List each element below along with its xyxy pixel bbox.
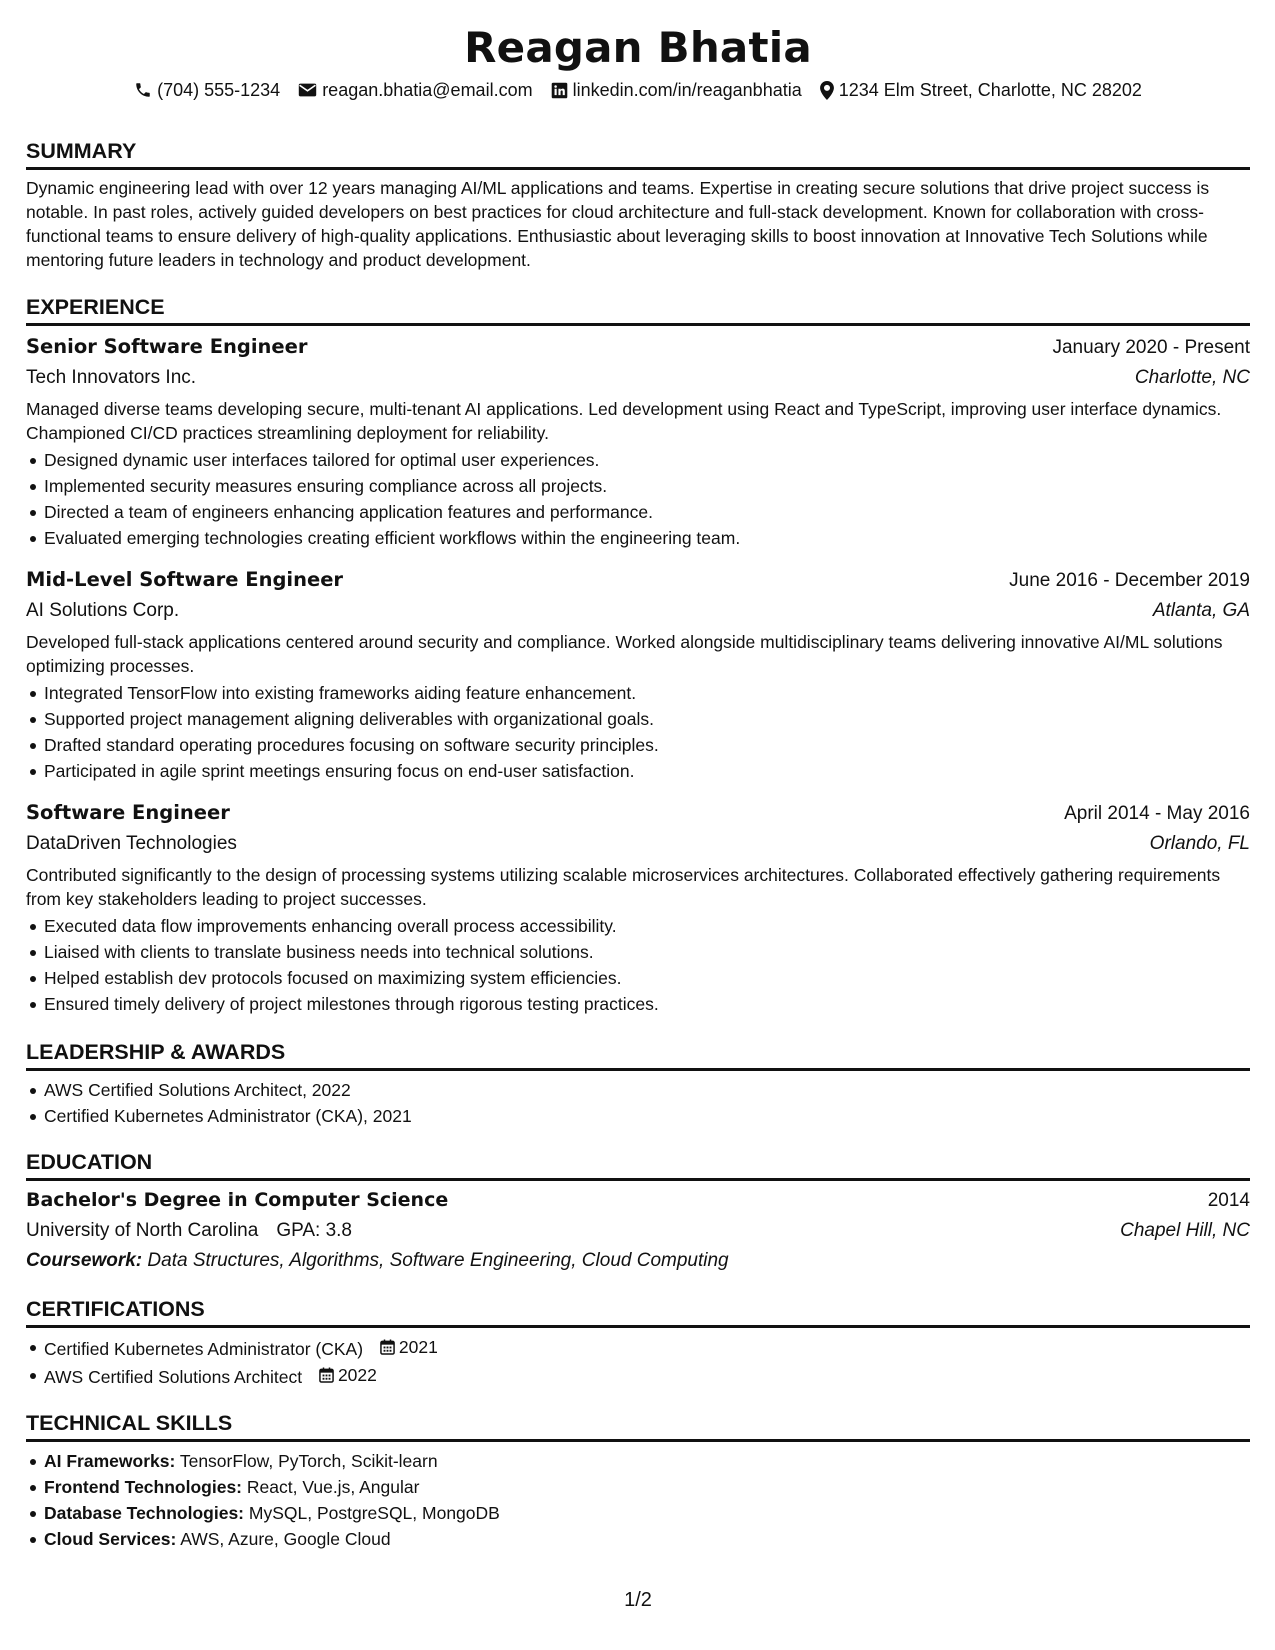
certifications-heading: CERTIFICATIONS bbox=[26, 1296, 1250, 1328]
job-title: Senior Software Engineer bbox=[26, 335, 308, 358]
job-dates: January 2020 - Present bbox=[1052, 337, 1250, 358]
list-item: Certified Kubernetes Administrator (CKA), 2021 bbox=[44, 1103, 1250, 1129]
skill-value: MySQL, PostgreSQL, MongoDB bbox=[248, 1503, 500, 1523]
job-title: Mid-Level Software Engineer bbox=[26, 568, 344, 591]
list-item: AWS Certified Solutions Architect, 2022 bbox=[44, 1077, 1250, 1103]
list-item: Supported project management aligning deliverables with organizational goals. bbox=[44, 706, 1250, 732]
contact-email[interactable] bbox=[298, 78, 532, 102]
job-bullets bbox=[26, 680, 1250, 784]
list-item bbox=[44, 1474, 1250, 1500]
education-heading: EDUCATION bbox=[26, 1149, 1250, 1181]
job-bullets bbox=[26, 913, 1250, 1017]
leadership-list bbox=[26, 1077, 1250, 1129]
list-item bbox=[44, 1334, 1250, 1362]
phone-icon bbox=[134, 81, 152, 99]
list-item: Helped establish dev protocols focused on maximizing system efficiencies. bbox=[44, 965, 1250, 991]
cert-year: 2022 bbox=[337, 1365, 377, 1385]
education-school: University of North Carolina bbox=[26, 1220, 259, 1241]
list-item bbox=[44, 1448, 1250, 1474]
cert-name: Certified Kubernetes Administrator (CKA) bbox=[44, 1339, 364, 1359]
list-item: Executed data flow improvements enhancing overall process accessibility. bbox=[44, 913, 1250, 939]
map-pin-icon bbox=[820, 81, 834, 100]
skills-list bbox=[26, 1448, 1250, 1552]
job-title: Software Engineer bbox=[26, 801, 230, 824]
list-item bbox=[44, 1362, 1250, 1390]
list-item: Designed dynamic user interfaces tailored for optimal user experiences. bbox=[44, 447, 1250, 473]
certifications-section bbox=[26, 1296, 1250, 1390]
job-company: AI Solutions Corp. bbox=[26, 600, 180, 621]
job-company: Tech Innovators Inc. bbox=[26, 367, 197, 388]
coursework-label: Coursework: bbox=[26, 1250, 143, 1271]
job-dates: April 2014 - May 2016 bbox=[1064, 803, 1250, 824]
cert-year: 2021 bbox=[398, 1337, 438, 1357]
leadership-heading: LEADERSHIP & AWARDS bbox=[26, 1039, 1250, 1071]
list-item: Liaised with clients to translate business needs into technical solutions. bbox=[44, 939, 1250, 965]
list-item: Evaluated emerging technologies creating efficient workflows within the engineering team. bbox=[44, 525, 1250, 551]
education-school-row bbox=[26, 1216, 352, 1246]
contact-row bbox=[26, 78, 1250, 102]
summary-section bbox=[26, 138, 1250, 272]
skill-label: Database Technologies: bbox=[44, 1503, 245, 1523]
envelope-icon bbox=[298, 82, 317, 98]
contact-address-text: 1234 Elm Street, Charlotte, NC 28202 bbox=[838, 80, 1142, 100]
education-degree: Bachelor's Degree in Computer Science bbox=[26, 1189, 449, 1211]
cert-date bbox=[380, 1334, 438, 1360]
skill-value: AWS, Azure, Google Cloud bbox=[180, 1529, 391, 1549]
skill-value: React, Vue.js, Angular bbox=[246, 1477, 420, 1497]
job-description: Managed diverse teams developing secure, multi-tenant AI applications. Led development using React and TypeScript, improving user interface dynamics. Championed CI/CD practices streamlining deployment for reliability. bbox=[26, 399, 1222, 443]
job-dates: June 2016 - December 2019 bbox=[1009, 570, 1250, 591]
experience-section bbox=[26, 294, 1250, 1017]
cert-name: AWS Certified Solutions Architect bbox=[44, 1367, 303, 1387]
list-item: Participated in agile sprint meetings ensuring focus on end-user satisfaction. bbox=[44, 758, 1250, 784]
job-description: Contributed significantly to the design of processing systems utilizing scalable microservices architectures. Collaborated effectively gathering requirements from key stakeholders leading to project successes. bbox=[26, 865, 1221, 909]
job-entry bbox=[26, 332, 1250, 551]
summary-text: Dynamic engineering lead with over 12 years managing AI/ML applications and teams. Expertise in creating secure solutions that drive project success is notable. In past roles, actively guided developers on best practices for cloud architecture and full-stack development. Known for collaboration with cross-functional teams to ensure delivery of high-quality applications. Enthusiastic about leveraging skills to boost innovation at Innovative Tech Solutions while mentoring future leaders in technology and product development. bbox=[26, 178, 1210, 270]
linkedin-icon bbox=[551, 82, 568, 99]
list-item: Ensured timely delivery of project milestones through rigorous testing practices. bbox=[44, 991, 1250, 1017]
cert-date bbox=[319, 1362, 377, 1388]
contact-email-text: reagan.bhatia@email.com bbox=[322, 80, 533, 100]
education-section bbox=[26, 1149, 1250, 1276]
contact-linkedin[interactable] bbox=[551, 78, 802, 102]
page-number: 1/2 bbox=[624, 1589, 652, 1611]
contact-phone-text: (704) 555-1234 bbox=[157, 80, 281, 100]
education-year: 2014 bbox=[1207, 1190, 1250, 1211]
contact-address bbox=[820, 78, 1142, 102]
contact-phone[interactable] bbox=[134, 78, 280, 102]
job-bullets bbox=[26, 447, 1250, 551]
certifications-list bbox=[26, 1334, 1250, 1390]
summary-heading: SUMMARY bbox=[26, 138, 1250, 170]
list-item: Drafted standard operating procedures focusing on software security principles. bbox=[44, 732, 1250, 758]
job-location: Orlando, FL bbox=[1149, 833, 1250, 854]
list-item bbox=[44, 1526, 1250, 1552]
skill-label: Cloud Services: bbox=[44, 1529, 177, 1549]
calendar-icon bbox=[319, 1367, 334, 1383]
job-description: Developed full-stack applications centered around security and compliance. Worked alongside multidisciplinary teams delivering innovative AI/ML solutions optimizing processes. bbox=[26, 632, 1223, 676]
list-item: Implemented security measures ensuring compliance across all projects. bbox=[44, 473, 1250, 499]
job-location: Charlotte, NC bbox=[1134, 367, 1250, 388]
leadership-section bbox=[26, 1039, 1250, 1129]
job-location: Atlanta, GA bbox=[1152, 600, 1250, 621]
resume-name: Reagan Bhatia bbox=[464, 23, 812, 72]
education-coursework bbox=[26, 1246, 1250, 1276]
list-item: Integrated TensorFlow into existing frameworks aiding feature enhancement. bbox=[44, 680, 1250, 706]
job-entry bbox=[26, 565, 1250, 784]
resume-page bbox=[26, 22, 1250, 1622]
job-company: DataDriven Technologies bbox=[26, 833, 237, 854]
experience-heading: EXPERIENCE bbox=[26, 294, 1250, 326]
list-item bbox=[44, 1500, 1250, 1526]
education-location: Chapel Hill, NC bbox=[1120, 1220, 1250, 1241]
skills-heading: TECHNICAL SKILLS bbox=[26, 1410, 1250, 1442]
skill-label: Frontend Technologies: bbox=[44, 1477, 243, 1497]
contact-linkedin-text: linkedin.com/in/reaganbhatia bbox=[572, 80, 802, 100]
education-gpa: GPA: 3.8 bbox=[276, 1220, 352, 1241]
skills-section bbox=[26, 1410, 1250, 1552]
skill-value: TensorFlow, PyTorch, Scikit-learn bbox=[179, 1451, 438, 1471]
calendar-icon bbox=[380, 1339, 395, 1355]
job-entry bbox=[26, 798, 1250, 1017]
skill-label: AI Frameworks: bbox=[44, 1451, 176, 1471]
coursework-text: Data Structures, Algorithms, Software Engineering, Cloud Computing bbox=[147, 1250, 729, 1271]
list-item: Directed a team of engineers enhancing application features and performance. bbox=[44, 499, 1250, 525]
